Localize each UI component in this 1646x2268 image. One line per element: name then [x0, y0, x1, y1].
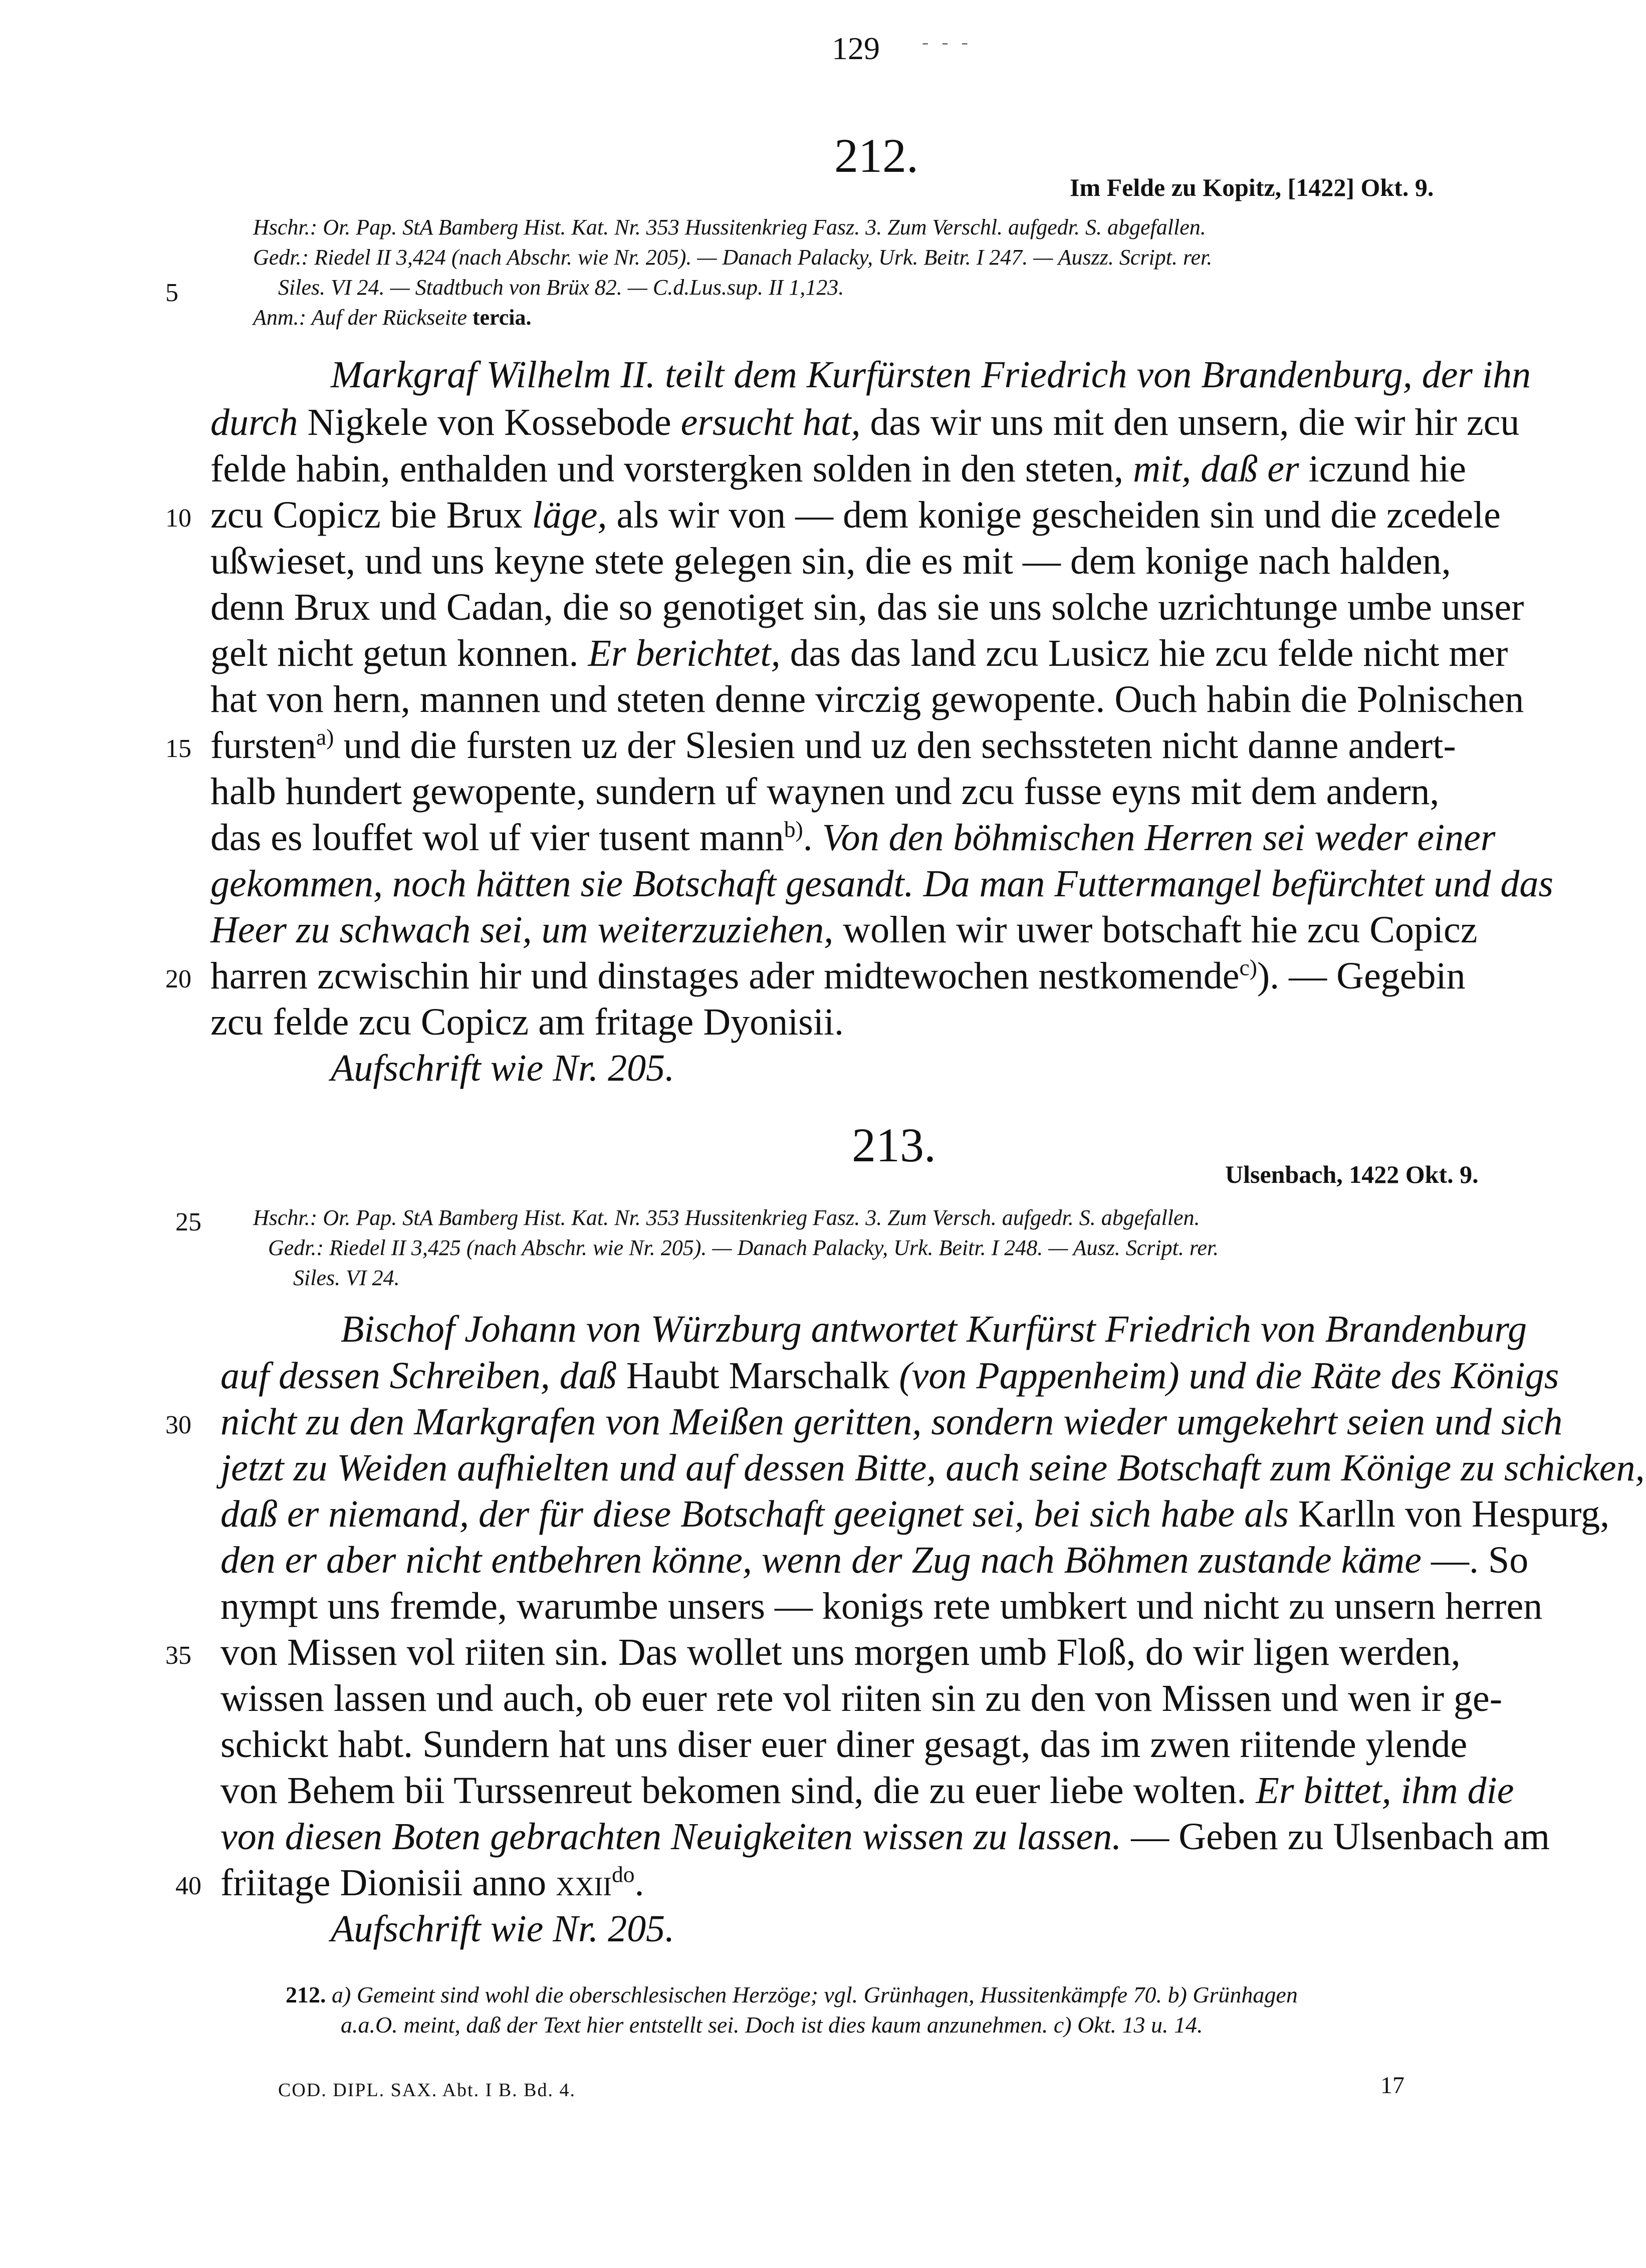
address-line: Aufschrift wie Nr. 205.: [331, 1047, 675, 1089]
line-marker: 5: [165, 279, 178, 307]
text-line: das es louffet wol uf vier tusent mann$^{b)}$. Von den böhmischen Herren sei weder einer: [210, 816, 1496, 859]
sheet-number: 17: [1380, 2072, 1404, 2099]
source-line: Hschr.: Or. Pap. StA Bamberg Hist. Kat. Nr. 353 Hussitenkrieg Fasz. 3. Zum Verschl. aufgedr. S. abgefallen.: [253, 215, 1206, 239]
text-line: ußwieset, und uns keyne stete gelegen sin, die es mit — dem konige nach halden,: [210, 540, 1451, 582]
text-line: von Behem bii Turssenreut bekomen sind, die zu euer liebe wolten. Er bittet, ihm die: [220, 1770, 1514, 1812]
text-line: friitage Dionisii anno xxii$^{do}$.: [220, 1861, 644, 1904]
line-marker: 40: [175, 1872, 201, 1900]
document-number-213: 213.: [852, 1118, 936, 1172]
text-line: daß er niemand, der für diese Botschaft geeignet sei, bei sich habe als Karlln von Hespurg,: [220, 1493, 1610, 1535]
text-line: schickt habt. Sundern hat uns diser euer diner gesagt, das im zwen riitende ylende: [220, 1723, 1468, 1766]
text-line: fursten$^{a)}$ und die fursten uz der Slesien und uz den sechssteten nicht danne andert-: [210, 724, 1456, 767]
footnote-line: a.a.O. meint, daß der Text hier entstellt sei. Doch ist dies kaum anzunehmen. c) Okt. 13 u. 14.: [341, 2012, 1203, 2038]
line-marker: 30: [165, 1411, 191, 1439]
note-line: Anm.: Auf der Rückseite tercia.: [253, 305, 532, 330]
text-line: hat von hern, mannen und steten denne virczig gewopente. Ouch habin die Polnischen: [210, 678, 1524, 720]
text-line: den er aber nicht entbehren könne, wenn der Zug nach Böhmen zustande käme —. So: [220, 1539, 1529, 1581]
line-marker: 10: [165, 504, 191, 533]
text-line: jetzt zu Weiden aufhielten und auf dessen Bitte, auch seine Botschaft zum Könige zu schicken,: [220, 1447, 1645, 1489]
text-line: nicht zu den Markgrafen von Meißen geritten, sondern wieder umgekehrt seien und sich: [220, 1401, 1563, 1443]
text-line: von Missen vol riiten sin. Das wollet uns morgen umb Floß, do wir ligen werden,: [220, 1631, 1461, 1673]
text-line: auf dessen Schreiben, daß Haubt Marschalk (von Pappenheim) und die Räte des Königs: [220, 1355, 1559, 1397]
text-line: denn Brux und Cadan, die so genotiget sin, das sie uns solche uzrichtunge umbe unser: [210, 586, 1524, 628]
text-line: felde habin, enthalden und vorstergken solden in den steten, mit, daß er iczund hie: [210, 448, 1466, 490]
series-footer: COD. DIPL. SAX. Abt. I B. Bd. 4.: [278, 2080, 576, 2101]
text-line: halb hundert gewopente, sundern uf waynen und zcu fusse eyns mit dem andern,: [210, 771, 1440, 813]
line-marker: 20: [165, 965, 191, 993]
place-date-212: Im Felde zu Kopitz, [1422] Okt. 9.: [1070, 173, 1434, 201]
text-line: Bischof Johann von Würzburg antwortet Kurfürst Friedrich von Brandenburg: [341, 1308, 1527, 1350]
text-line: Heer zu schwach sei, um weiterzuziehen, wollen wir uwer botschaft hie zcu Copicz: [210, 909, 1478, 951]
text-line: harren zcwischin hir und dinstages ader midtewochen nestkomende$^{c)}$). — Gegebin: [210, 954, 1466, 997]
line-marker: 35: [165, 1641, 191, 1670]
source-line: Siles. VI 24. — Stadtbuch von Brüx 82. — C.d.Lus.sup. II 1,123.: [278, 275, 844, 300]
text-line: gelt nicht getun konnen. Er berichtet, das das land zcu Lusicz hie zcu felde nicht mer: [210, 632, 1508, 674]
document-number-212: 212.: [834, 129, 918, 182]
text-line: zcu felde zcu Copicz am fritage Dyonisii.: [210, 1001, 844, 1043]
text-line: nympt uns fremde, warumbe unsers — konigs rete umbkert und nicht zu unsern herren: [220, 1585, 1543, 1627]
line-marker: 15: [165, 734, 191, 763]
line-marker: 25: [175, 1208, 201, 1236]
text-line: wissen lassen und auch, ob euer rete vol riiten sin zu den von Missen und wen ir ge-: [220, 1677, 1503, 1719]
place-date-213: Ulsenbach, 1422 Okt. 9.: [1225, 1160, 1479, 1188]
text-line: zcu Copicz bie Brux läge, als wir von — dem konige gescheiden sin und die zcedele: [210, 494, 1501, 536]
text-line: durch Nigkele von Kossebode ersucht hat, das wir uns mit den unsern, die wir hir zcu: [210, 401, 1520, 443]
page-number: 129: [832, 31, 880, 66]
address-line: Aufschrift wie Nr. 205.: [331, 1908, 675, 1950]
source-line: Siles. VI 24.: [293, 1266, 400, 1290]
footnote-line: 212. a) Gemeint sind wohl die oberschlesischen Herzöge; vgl. Grünhagen, Hussitenkämpfe 70. b) Grünhagen: [286, 1982, 1298, 2007]
header-mark: - - -: [922, 31, 972, 53]
source-line: Hschr.: Or. Pap. StA Bamberg Hist. Kat. Nr. 353 Hussitenkrieg Fasz. 3. Zum Versch. aufgedr. S. abgefallen.: [253, 1205, 1200, 1230]
text-line: Markgraf Wilhelm II. teilt dem Kurfürsten Friedrich von Brandenburg, der ihn: [331, 354, 1531, 396]
text-line: gekommen, noch hätten sie Botschaft gesandt. Da man Futtermangel befürchtet und das: [210, 863, 1553, 905]
source-line: Gedr.: Riedel II 3,424 (nach Abschr. wie Nr. 205). — Danach Palacky, Urk. Beitr. I 247. — Auszz. Script. rer.: [253, 245, 1213, 270]
text-line: von diesen Boten gebrachten Neuigkeiten wissen zu lassen. — Geben zu Ulsenbach am: [220, 1816, 1550, 1858]
source-line: Gedr.: Riedel II 3,425 (nach Abschr. wie Nr. 205). — Danach Palacky, Urk. Beitr. I 248. — Ausz. Script. rer.: [268, 1235, 1219, 1260]
